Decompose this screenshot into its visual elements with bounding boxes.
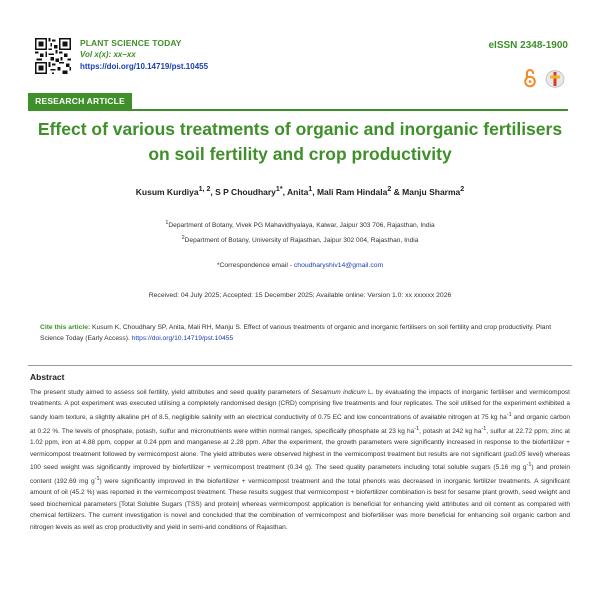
author-name: Anita <box>287 186 309 197</box>
unit-superscript: -1 <box>481 425 487 432</box>
citation-doi-link[interactable]: https://doi.org/10.14719/pst.10455 <box>131 335 234 342</box>
title-line-1: Effect of various treatments of organic and inorganic fertilisers <box>37 119 563 139</box>
header-divider <box>28 109 568 111</box>
publication-dates: Received: 04 July 2025; Accepted: 15 December 2025; Available online: Version 1.0: xx xxxxxx 2026 <box>148 292 452 299</box>
correspondence-label: *Correspondence email - <box>216 262 294 269</box>
citation-text: Kusum K, Choudhary SP, Anita, Mali RH, Manju S. Effect of various treatments of organic and inorganic fertilisers on soil fertility and crop productivity. Plant Science Today (Early Access). <box>40 324 552 342</box>
author-affiliation-mark: 1, 2 <box>198 185 211 193</box>
open-access-icon[interactable] <box>523 68 537 88</box>
abstract-divider <box>28 365 572 366</box>
abstract-text: level) whereas 100 seed weight was significantly improved by biofertilizer + vermicompost treatment (0.34 g). The seed quality parameters including total soluble sugars (5.16 mg g <box>30 450 570 472</box>
crossmark-icon[interactable] <box>545 70 565 88</box>
author-separator: , <box>282 186 288 197</box>
author-list <box>0 185 600 197</box>
affiliation-mark: 1 <box>165 220 169 226</box>
abstract-text: The present study aimed to assess soil fertility, yield attributes and seed quality parameters of <box>30 389 312 396</box>
abstract-text: , potash at 242 kg ha <box>419 427 482 435</box>
abstract-text: , sulfur at 22.72 ppm, zinc at 1.02 ppm, iron at 4.88 ppm, copper at 0.24 ppm and manganese at 2.28 ppm. After the experiment, the growth parameters were significantly increased in response to the biofertilizer + vermicompost treatment followed by vermicompost alone. The yield attributes were observed highest in the vermicompost treatment but results are not significant ( <box>30 427 570 458</box>
abstract-text: and organic carbon at 0.22 %. The levels of phosphate, potash, sulfur and micronutrients were within normal ranges, specifically phosphate at 23 kg ha <box>30 414 571 435</box>
correspondence-email-link[interactable]: choudharyshiv14@gmail.com <box>293 262 384 269</box>
author-name: Mali Ram Hindala <box>316 186 388 197</box>
citation-block <box>40 322 562 344</box>
abstract-heading: Abstract <box>30 372 65 382</box>
abstract-text: L. by evaluating the impacts of inorganic fertiliser and vermicompost treatments. A pot experiment was executed utilising a completely randomised design (CRD) comprising five treatments and four replicates. The soil utilised for the experiment exhibited a sandy loam texture, a slightly alkaline pH of 8.5, negligible salinity with an electrical conductivity of 0.75 EC and low concentrations of available nitrogen at 75 kg ha <box>30 389 570 422</box>
unit-superscript: -1 <box>506 411 512 418</box>
affiliation-1 <box>0 220 600 229</box>
qr-code-icon <box>35 38 71 74</box>
affiliation-text: Department of Botany, Vivek PG Mahavidhyalaya, Kalwar, Jaipur 303 706, Rajasthan, India <box>168 222 435 230</box>
article-title <box>20 117 580 167</box>
unit-superscript: -1 <box>414 425 420 432</box>
correspondence <box>0 262 600 269</box>
affiliation-2 <box>0 235 600 244</box>
abstract-body <box>30 387 570 533</box>
affiliation-mark: 2 <box>181 235 185 241</box>
author-affiliation-mark: 2 <box>387 185 392 193</box>
author-separator: , <box>312 186 317 197</box>
journal-doi-link[interactable]: https://doi.org/10.14719/pst.10455 <box>80 62 209 71</box>
affiliation-text: Department of Botany, University of Rajasthan, Jaipur 302 004, Rajasthan, India <box>184 237 419 245</box>
journal-name: PLANT SCIENCE TODAY <box>80 38 182 48</box>
author-name: Manju Sharma <box>402 186 461 197</box>
author-affiliation-mark: 2 <box>460 185 465 193</box>
author-name: Kusum Kurdiya <box>135 186 199 197</box>
unit-superscript: -1 <box>94 475 100 482</box>
title-line-2: on soil fertility and crop productivity <box>148 144 452 164</box>
article-type-badge: RESEARCH ARTICLE <box>28 93 132 109</box>
journal-volume: Vol x(x): xx–xx <box>80 50 136 59</box>
unit-superscript: -1 <box>526 462 532 469</box>
abstract-text: ) were significantly improved in the biofertilizer + vermicompost treatment and the total phenols was decreased in inorganic fertilizer treatments. A significant amount of oil (45.2 %) was reported in the vermicompost treatment. These results suggest that vermicompost + biofertilizer combination is best for sesame plant growth, seed weight and seed biochemical parameters [Total Soluble Sugars (TSS) and protein] whereas vermicompost application is beneficial for enhancing yield attributes and oil content as compared with chemical fertilizers. The current investigation is novel and concluded that the combination of vermicompost and biofertiliser was more beneficial for enhancing soil organic carbon and nitrogen levels as well as crop productivity and yield in semi-arid conditions of Rajasthan. <box>30 477 570 531</box>
author-separator: & <box>391 186 403 197</box>
abstract-text: ) and protein content (192.69 mg g <box>30 464 570 485</box>
eissn: eISSN 2348-1900 <box>488 40 568 51</box>
p-value: p≥0.05 <box>505 450 526 458</box>
author-affiliation-mark: 1* <box>275 185 283 193</box>
species-name: Sesamum indicum <box>311 389 366 396</box>
citation-label: Cite this article: <box>40 324 91 331</box>
author-affiliation-mark: 1 <box>308 185 313 193</box>
journal-info <box>80 37 208 73</box>
author-separator: , <box>210 186 216 197</box>
author-name: S P Choudhary <box>215 186 276 197</box>
